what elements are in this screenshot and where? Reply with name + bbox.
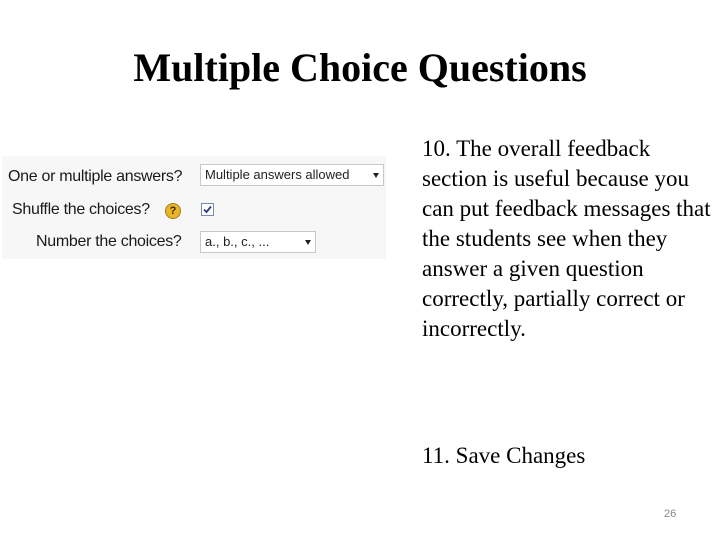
checkmark-icon <box>202 204 213 215</box>
dropdown-arrow-icon <box>305 240 311 245</box>
shuffle-checkbox[interactable] <box>201 203 214 216</box>
note-item-10: 10. The overall feedback section is useful because you can put feedback messages that the students see when they answer a given question correctly, partially correct or incorrectly. <box>422 136 711 341</box>
answers-label: One or multiple answers? <box>8 168 183 185</box>
help-icon[interactable]: ? <box>165 203 181 219</box>
numbering-select[interactable] <box>200 231 316 253</box>
dropdown-arrow-icon <box>373 173 379 178</box>
feedback-note <box>422 134 712 344</box>
slide-title: Multiple Choice Questions <box>133 45 587 90</box>
settings-screenshot <box>2 156 386 259</box>
page-number: 26 <box>664 508 677 520</box>
numbering-select-value: a., b., c., ... <box>205 234 270 249</box>
note-item-11: 11. Save Changes <box>422 443 586 468</box>
numbering-label: Number the choices? <box>36 233 182 250</box>
shuffle-label: Shuffle the choices? <box>12 201 150 218</box>
answers-select-value: Multiple answers allowed <box>205 167 350 182</box>
answers-select[interactable] <box>200 164 384 186</box>
